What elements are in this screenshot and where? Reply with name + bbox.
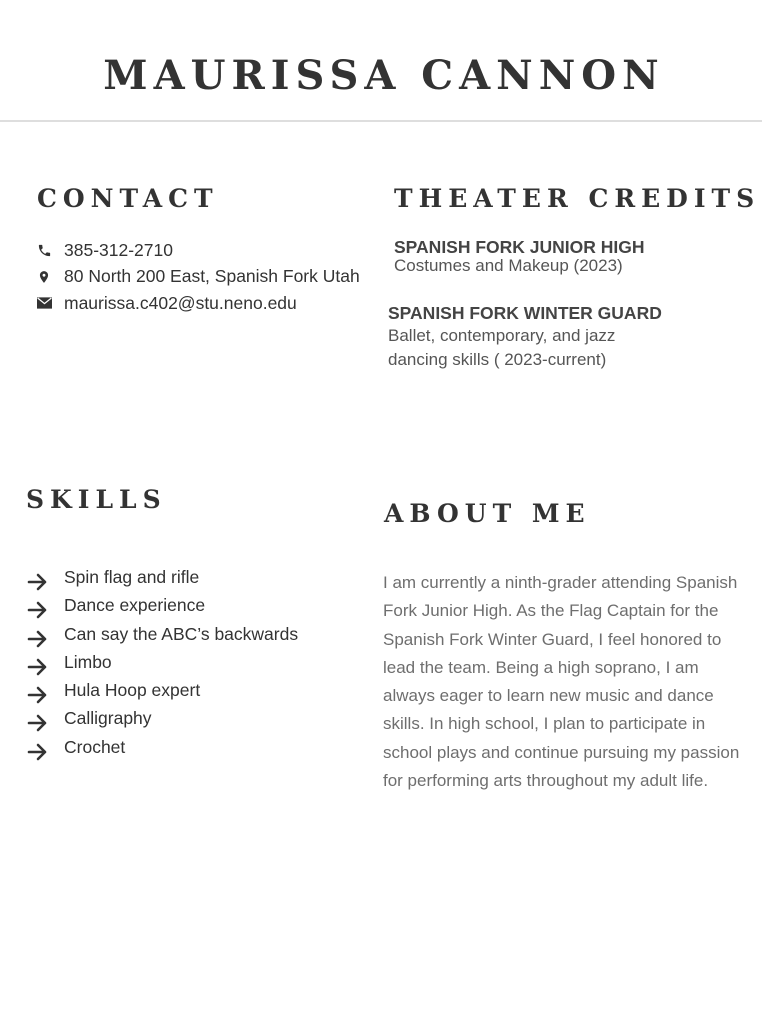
skill-text: Limbo <box>64 651 112 672</box>
credit-title: SPANISH FORK WINTER GUARD <box>388 303 662 323</box>
credit-description-line: Ballet, contemporary, and jazz <box>388 326 616 345</box>
envelope-icon <box>36 295 52 311</box>
arrow-right-icon <box>26 598 50 622</box>
resume-name: MAURISSA CANNON <box>103 52 665 99</box>
credit-item <box>388 303 662 372</box>
skill-text: Crochet <box>64 736 126 757</box>
list-item <box>26 567 298 595</box>
list-item <box>26 737 298 765</box>
skill-text: Hula Hoop expert <box>64 680 201 701</box>
contact-heading: CONTACT <box>37 184 219 213</box>
arrow-right-icon <box>26 627 50 651</box>
contact-address-text: 80 North 200 East, Spanish Fork Utah <box>64 266 360 287</box>
list-item <box>26 624 298 652</box>
credit-description-line: dancing skills ( 2023-current) <box>388 350 607 369</box>
arrow-right-icon <box>26 683 50 707</box>
credit-title: SPANISH FORK JUNIOR HIGH <box>394 237 645 257</box>
contact-address <box>36 264 360 291</box>
arrow-right-icon <box>26 655 50 679</box>
skills-list <box>26 567 298 765</box>
about-me-heading: ABOUT ME <box>384 499 591 528</box>
skills-heading: SKILLS <box>26 485 167 514</box>
arrow-right-icon <box>26 711 50 735</box>
contact-phone-text[interactable]: 385-312-2710 <box>64 239 173 260</box>
credit-item <box>394 237 645 278</box>
list-item <box>26 652 298 680</box>
skill-text: Spin flag and rifle <box>64 567 200 587</box>
credit-description: Costumes and Makeup (2023) <box>394 256 623 275</box>
phone-icon <box>36 242 52 258</box>
contact-list <box>36 237 360 317</box>
contact-email <box>36 290 360 317</box>
arrow-right-icon <box>26 570 50 594</box>
skill-text: Dance experience <box>64 595 206 616</box>
location-pin-icon <box>36 269 52 285</box>
list-item <box>26 680 298 708</box>
contact-phone <box>36 237 360 264</box>
contact-email-text[interactable]: maurissa.c402@stu.neno.edu <box>64 292 297 313</box>
skill-text: Calligraphy <box>64 708 152 729</box>
list-item <box>26 595 298 623</box>
skill-text: Can say the ABC’s backwards <box>64 623 299 644</box>
header-divider <box>0 120 762 122</box>
about-me-text: I am currently a ninth-grader attending Spanish Fork Junior High. As the Flag Captain for the Spanish Fork Winter Guard, I feel honored to lead the team. Being a high soprano, I am always eager to learn new music and dance skills. In high school, I plan to participate in school plays and continue pursuing my passion for performing arts throughout my adult life. <box>383 573 740 791</box>
list-item <box>26 708 298 736</box>
arrow-right-icon <box>26 740 50 764</box>
theater-credits-heading: THEATER CREDITS <box>394 184 761 213</box>
